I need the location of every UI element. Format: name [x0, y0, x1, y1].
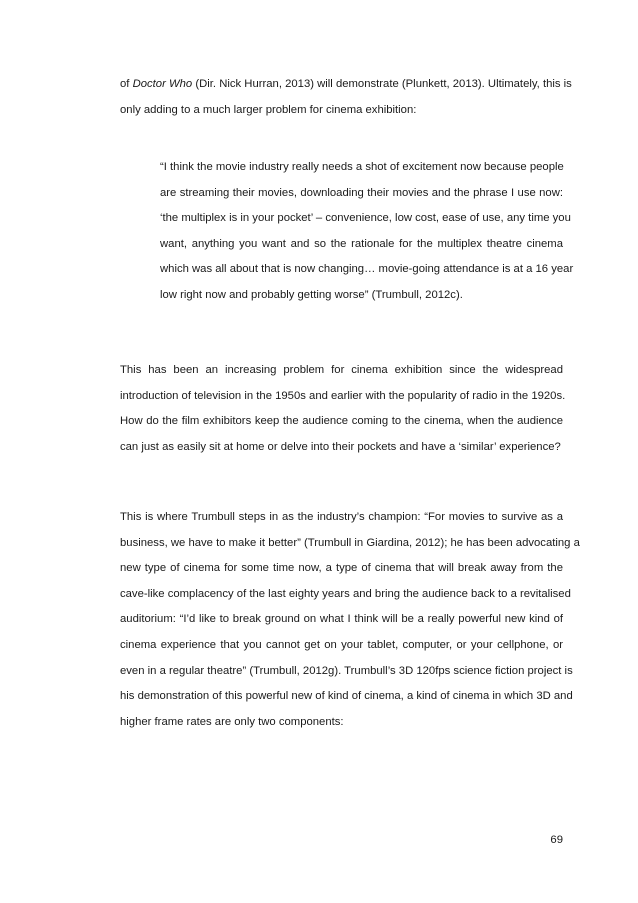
- quote-line: which was all about that is now changing… movie-going attendance is at a 16 year: [160, 263, 574, 276]
- quote-line: want, anything you want and so the rationale for the multiplex theatre cinema: [160, 237, 563, 250]
- italic-title: Doctor Who: [132, 78, 193, 90]
- paragraph-line: [120, 72, 572, 98]
- paragraph-line: This is where Trumbull steps in as the industry’s champion: “For movies to survive as a: [120, 511, 563, 523]
- paragraph-line: cave-like complacency of the last eighty years and bring the audience back to a revitalised: [120, 587, 571, 600]
- paragraph-trumbull-champion: [120, 505, 580, 735]
- quote-line: “I think the movie industry really needs a shot of excitement now because people: [160, 161, 564, 173]
- paragraph-line: can just as easily sit at home or delve into their pockets and have a ‘similar’ experience?: [120, 440, 561, 453]
- paragraph-line: How do the film exhibitors keep the audience coming to the cinema, when the audience: [120, 415, 563, 428]
- paragraph-line: auditorium: “I’d like to break ground on what I think will be a really powerful new kind of: [120, 613, 563, 626]
- paragraph-line: cinema experience that you cannot get on your tablet, computer, or your cellphone, or: [120, 638, 563, 651]
- quote-line: ‘the multiplex is in your pocket’ – convenience, low cost, ease of use, any time you: [160, 212, 571, 225]
- paragraph-line: higher frame rates are only two components:: [120, 715, 344, 728]
- paragraph-line: even in a regular theatre” (Trumbull, 2012g). Trumbull’s 3D 120fps science fiction project is: [120, 664, 573, 677]
- paragraph-line: introduction of television in the 1950s and earlier with the popularity of radio in the 1920s.: [120, 389, 566, 402]
- paragraph-exhibition-problem: [120, 358, 566, 460]
- quote-line: low right now and probably getting worse” (Trumbull, 2012c).: [160, 288, 463, 301]
- paragraph-line: business, we have to make it better” (Trumbull in Giardina, 2012); he has been advocating a: [120, 536, 580, 549]
- paragraph-line: his demonstration of this powerful new of kind of cinema, a kind of cinema in which 3D and: [120, 690, 573, 703]
- paragraph-line: new type of cinema for some time now, a type of cinema that will break away from the: [120, 562, 563, 575]
- paragraph-intro: [120, 72, 572, 123]
- page-number: 69: [550, 834, 563, 846]
- text-span: of: [120, 78, 133, 90]
- block-quote: [160, 155, 574, 309]
- quote-line: are streaming their movies, downloading their movies and the phrase I use now:: [160, 186, 563, 199]
- paragraph-line: only adding to a much larger problem for cinema exhibition:: [120, 103, 417, 116]
- text-span: (Dir. Nick Hurran, 2013) will demonstrate (Plunkett, 2013). Ultimately, this is: [192, 78, 572, 90]
- paragraph-line: This has been an increasing problem for cinema exhibition since the widespread: [120, 364, 563, 376]
